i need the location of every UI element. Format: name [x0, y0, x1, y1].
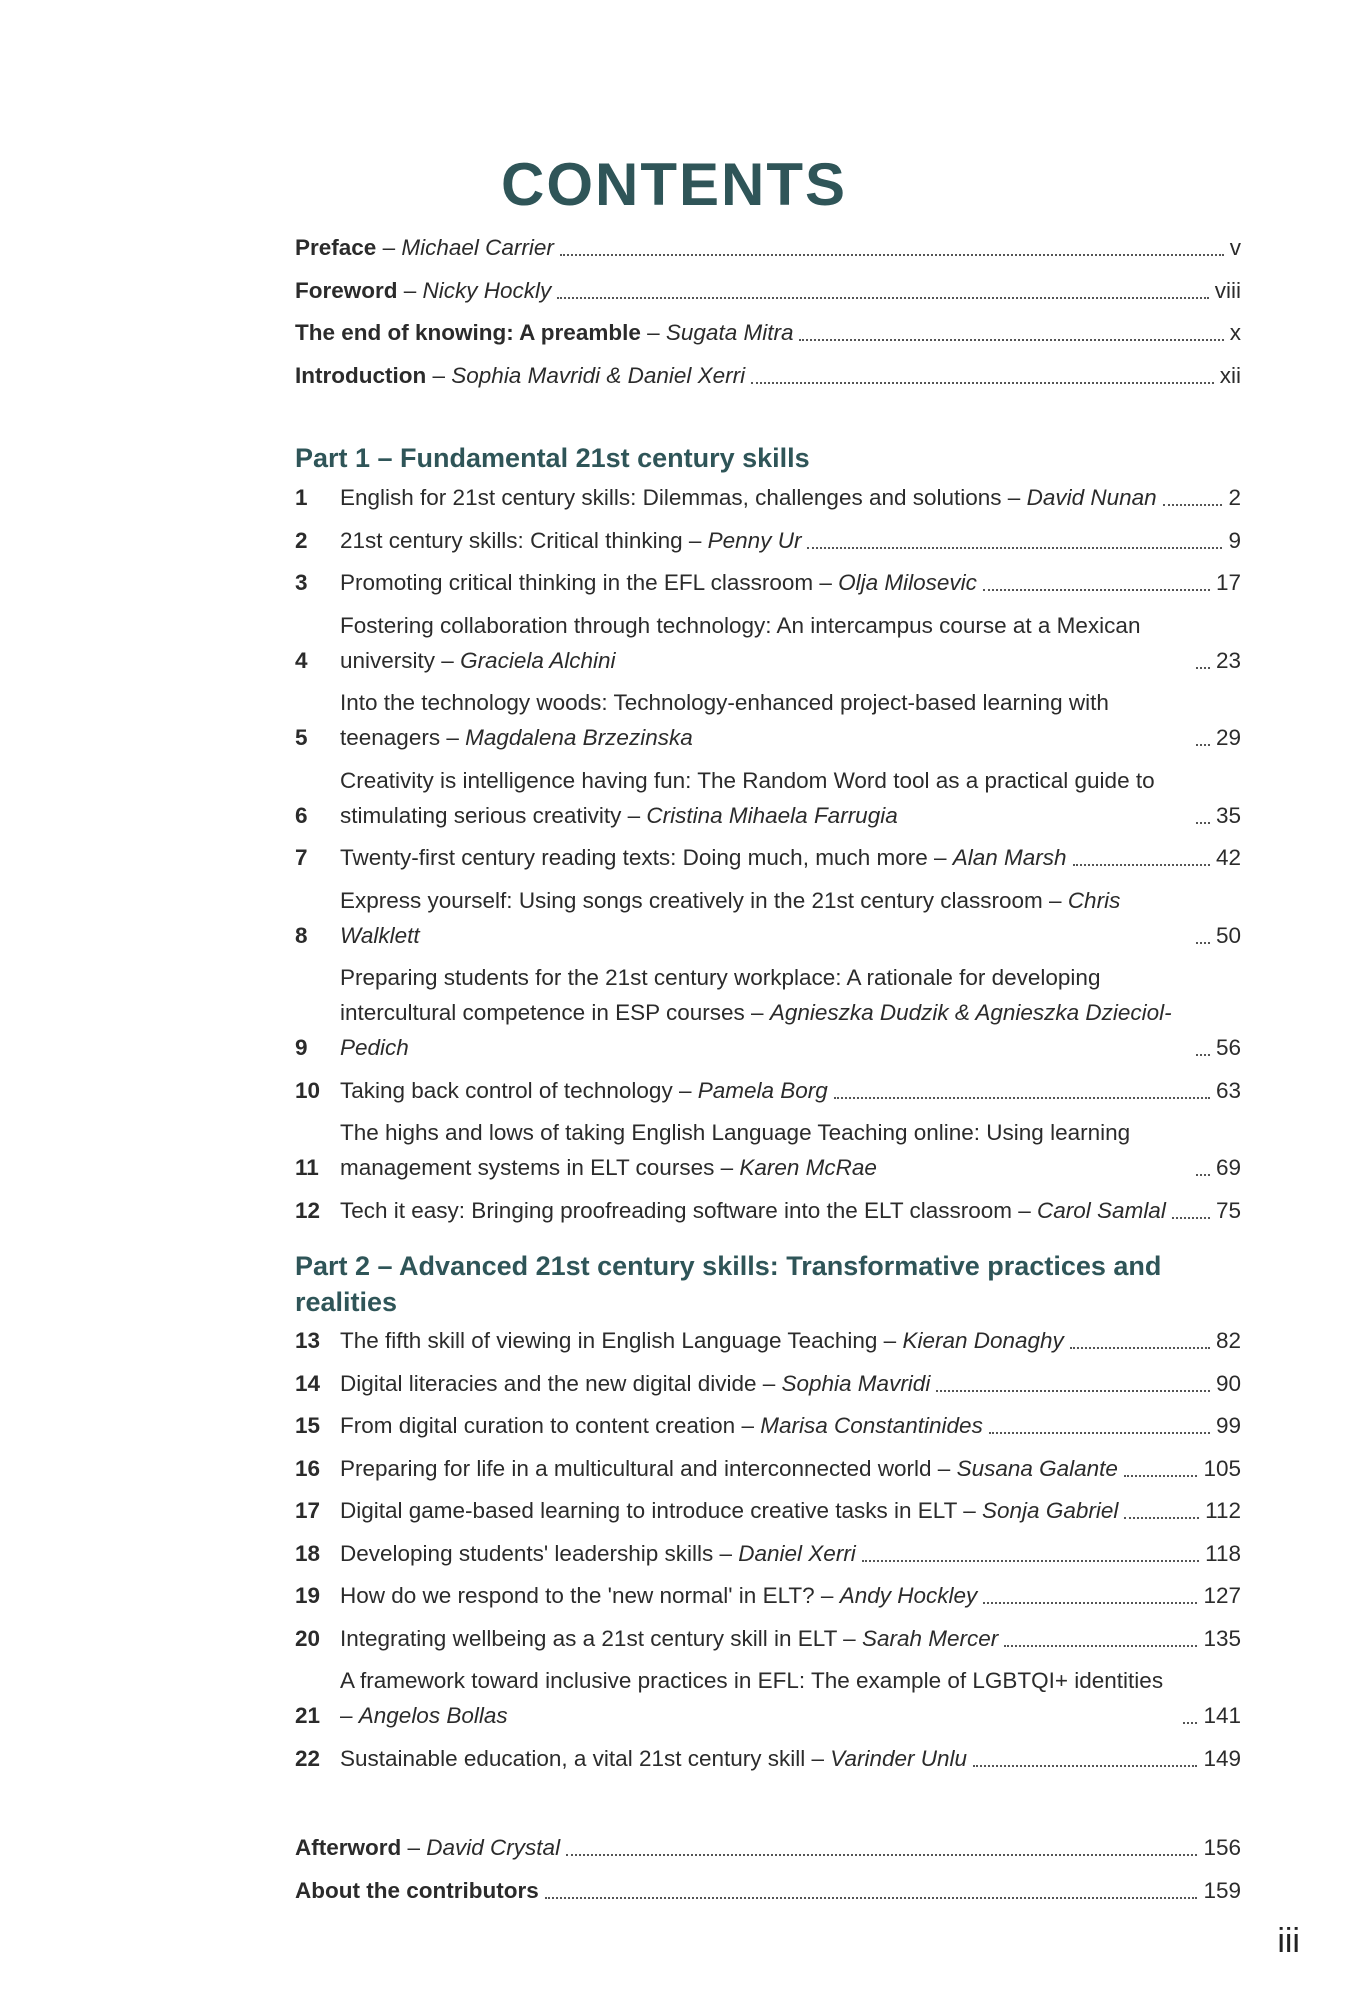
- chapter-title: Taking back control of technology –: [340, 1077, 698, 1103]
- chapter-author: Daniel Xerri: [738, 1540, 856, 1566]
- dot-leader: [1196, 942, 1210, 944]
- chapter-entry-text: [340, 685, 1190, 755]
- chapter-title: Promoting critical thinking in the EFL classroom –: [340, 570, 839, 595]
- chapter-number: 1: [295, 485, 308, 510]
- chapter-entry-body: [340, 960, 1241, 1065]
- chapter-entry-body: [340, 1493, 1241, 1528]
- chapter-entry: [295, 1366, 1241, 1401]
- toc-entry-sep: –: [640, 320, 666, 345]
- dot-leader: [1163, 504, 1223, 506]
- chapter-page: 69: [1215, 1155, 1241, 1180]
- chapter-number: 8: [295, 922, 308, 948]
- chapter-title: Tech it easy: Bringing proofreading software into the ELT classroom –: [340, 1197, 1038, 1223]
- dot-leader: [799, 339, 1223, 341]
- chapter-page: 63: [1215, 1077, 1241, 1103]
- chapter-entry: [295, 883, 1241, 953]
- toc-entry: [295, 358, 1241, 393]
- chapter-title: English for 21st century skills: Dilemmas, challenges and solutions –: [340, 485, 1027, 510]
- chapter-entry-text: [340, 840, 1067, 875]
- part2-heading: Part 2 – Advanced 21st century skills: Transformative practices and realities: [295, 1251, 1162, 1317]
- chapter-title: The fifth skill of viewing in English Language Teaching –: [340, 1328, 903, 1353]
- toc-entry-text: [295, 230, 554, 265]
- toc-entry-page: v: [1229, 235, 1241, 260]
- chapter-number: 12: [295, 1197, 321, 1223]
- toc-entry-page: 159: [1203, 1877, 1241, 1903]
- dot-leader: [1124, 1475, 1198, 1477]
- chapter-entry-body: [340, 1366, 1241, 1401]
- dot-leader: [1196, 1174, 1210, 1176]
- dot-leader: [1070, 1347, 1210, 1349]
- chapter-title: Into the technology woods: Technology-enhanced project-based learning with teenagers –: [340, 690, 1109, 750]
- toc-entry: [295, 1830, 1241, 1865]
- chapter-entry: [295, 960, 1241, 1065]
- chapter-page: 112: [1205, 1498, 1241, 1523]
- chapter-entry-body: [340, 1578, 1241, 1613]
- chapter-title: Sustainable education, a vital 21st century skill –: [340, 1745, 831, 1771]
- chapter-entry-body: [340, 685, 1241, 755]
- chapter-title: The highs and lows of taking English Language Teaching online: Using learning management systems in ELT courses –: [340, 1120, 1131, 1180]
- chapter-page: 90: [1215, 1370, 1241, 1396]
- toc-entry-author: Sugata Mitra: [665, 320, 794, 345]
- chapter-author: Olja Milosevic: [838, 570, 977, 595]
- chapter-entry: [295, 1073, 1241, 1108]
- chapter-entry: [295, 1193, 1241, 1228]
- toc-entry: [295, 230, 1241, 265]
- toc-entry-author: Nicky Hockly: [422, 277, 552, 303]
- toc-entry-author: Sophia Mavridi & Daniel Xerri: [451, 362, 746, 388]
- chapter-entry-body: [340, 1115, 1241, 1185]
- chapter-entry-text: [340, 1578, 977, 1613]
- dot-leader: [983, 1602, 1197, 1604]
- chapter-entry: [295, 1493, 1241, 1528]
- toc-entry-label: Introduction: [295, 362, 427, 388]
- part2-chapter-list: [295, 1323, 1241, 1783]
- chapter-number: 18: [295, 1540, 321, 1566]
- chapter-author: Varinder Unlu: [830, 1745, 968, 1771]
- dot-leader: [1196, 667, 1210, 669]
- chapter-entry: [295, 1536, 1241, 1571]
- chapter-entry-text: [340, 480, 1157, 515]
- toc-entry-label: Afterword: [295, 1835, 402, 1860]
- chapter-entry: [295, 840, 1241, 875]
- chapter-page: 99: [1215, 1413, 1241, 1438]
- chapter-page: 23: [1215, 647, 1241, 673]
- chapter-number: 5: [295, 725, 308, 750]
- chapter-entry-body: [340, 840, 1241, 875]
- chapter-entry: [295, 1741, 1241, 1776]
- toc-entry-page: xii: [1219, 362, 1241, 388]
- chapter-author: Graciela Alchini: [460, 647, 616, 673]
- chapter-author: Sarah Mercer: [861, 1625, 999, 1651]
- chapter-title: How do we respond to the 'new normal' in ELT? –: [340, 1583, 840, 1608]
- dot-leader: [973, 1765, 1197, 1767]
- chapter-entry-body: [340, 523, 1241, 558]
- chapter-title: 21st century skills: Critical thinking –: [340, 527, 708, 553]
- dot-leader: [566, 1854, 1197, 1856]
- chapter-entry-body: [340, 1621, 1241, 1656]
- chapter-entry-body: [340, 480, 1241, 515]
- chapter-entry: [295, 1408, 1241, 1443]
- chapter-page: 56: [1215, 1035, 1241, 1060]
- dot-leader: [834, 1097, 1210, 1099]
- chapter-entry-text: [340, 523, 801, 558]
- toc-entry-page: 156: [1203, 1835, 1241, 1860]
- chapter-entry: [295, 1323, 1241, 1358]
- chapter-page: 29: [1215, 725, 1241, 750]
- chapter-entry-text: [340, 1741, 967, 1776]
- chapter-author: Susana Galante: [956, 1455, 1118, 1481]
- chapter-page: 82: [1215, 1328, 1241, 1353]
- chapter-page: 135: [1203, 1625, 1241, 1651]
- chapter-page: 2: [1228, 485, 1241, 510]
- chapter-number: 21: [295, 1703, 321, 1728]
- chapter-page: 9: [1228, 527, 1241, 553]
- chapter-entry-text: [340, 1663, 1177, 1733]
- toc-entry-label: Preface: [295, 235, 377, 260]
- toc-entry-author: Michael Carrier: [401, 235, 554, 260]
- chapter-number: 6: [295, 802, 308, 828]
- chapter-entry-body: [340, 565, 1241, 600]
- dot-leader: [545, 1897, 1198, 1899]
- chapter-entry-text: [340, 1323, 1064, 1358]
- chapter-title: Express yourself: Using songs creatively in the 21st century classroom –: [340, 887, 1068, 913]
- chapter-page: 75: [1215, 1197, 1241, 1223]
- chapter-entry: [295, 608, 1241, 678]
- toc-entry: [295, 315, 1241, 350]
- chapter-entry-text: [340, 1621, 998, 1656]
- chapter-title: Integrating wellbeing as a 21st century skill in ELT –: [340, 1625, 862, 1651]
- chapter-entry-text: [340, 1073, 828, 1108]
- chapter-entry-body: [340, 1663, 1241, 1733]
- chapter-number: 4: [295, 647, 308, 673]
- part1-heading: Part 1 – Fundamental 21st century skills: [295, 443, 810, 473]
- chapter-number: 7: [295, 845, 308, 870]
- chapter-entry-body: [340, 763, 1241, 833]
- chapter-entry-text: [340, 1366, 930, 1401]
- dot-leader: [807, 547, 1222, 549]
- chapter-page: 127: [1203, 1583, 1241, 1608]
- chapter-entry: [295, 685, 1241, 755]
- chapter-entry: [295, 480, 1241, 515]
- chapter-author: Chris Walklett: [340, 887, 1121, 948]
- front-matter-list: [295, 230, 1241, 400]
- chapter-entry: [295, 763, 1241, 833]
- toc-entry-label: About the contributors: [295, 1877, 539, 1903]
- dot-leader: [1172, 1217, 1210, 1219]
- dot-leader: [1196, 744, 1210, 746]
- chapter-entry: [295, 1621, 1241, 1656]
- chapter-number: 17: [295, 1498, 321, 1523]
- chapter-entry-text: [340, 1451, 1118, 1486]
- toc-entry-label: The end of knowing: A preamble: [295, 320, 641, 345]
- chapter-entry-body: [340, 1408, 1241, 1443]
- chapter-number: 14: [295, 1370, 321, 1396]
- chapter-author: Kieran Donaghy: [902, 1328, 1064, 1353]
- toc-entry-text: [295, 273, 551, 308]
- toc-entry-sep: –: [397, 277, 423, 303]
- chapter-title: Twenty-first century reading texts: Doing much, much more –: [340, 845, 953, 870]
- dot-leader: [560, 254, 1224, 256]
- dot-leader: [1004, 1645, 1197, 1647]
- chapter-author: Magdalena Brzezinska: [465, 725, 693, 750]
- chapter-entry-text: [340, 960, 1190, 1065]
- chapter-entry-text: [340, 1115, 1190, 1185]
- chapter-title: Creativity is intelligence having fun: The Random Word tool as a practical guide to stimulating serious creativity –: [340, 767, 1155, 828]
- chapter-author: Carol Samlal: [1037, 1197, 1166, 1223]
- chapter-author: Sophia Mavridi: [781, 1370, 931, 1396]
- chapter-entry-body: [340, 608, 1241, 678]
- toc-entry-text: [295, 1873, 539, 1908]
- chapter-page: 42: [1215, 845, 1241, 870]
- toc-entry-page: viii: [1214, 277, 1241, 303]
- toc-entry-text: [295, 1830, 560, 1865]
- toc-entry-body: [295, 358, 1241, 393]
- chapter-number: 2: [295, 527, 308, 553]
- toc-entry-sep: –: [426, 362, 452, 388]
- chapter-page: 149: [1203, 1745, 1241, 1771]
- chapter-author: Alan Marsh: [952, 845, 1067, 870]
- chapter-entry-text: [340, 565, 977, 600]
- dot-leader: [1196, 822, 1210, 824]
- chapter-entry-body: [340, 1193, 1241, 1228]
- toc-entry: [295, 273, 1241, 308]
- dot-leader: [1196, 1054, 1210, 1056]
- chapter-number: 3: [295, 570, 308, 595]
- toc-entry-text: [295, 315, 793, 350]
- chapter-title: Fostering collaboration through technology: An intercampus course at a Mexican university –: [340, 612, 1141, 673]
- chapter-author: Marisa Constantinides: [760, 1413, 983, 1438]
- chapter-entry: [295, 1451, 1241, 1486]
- chapter-page: 50: [1215, 922, 1241, 948]
- chapter-title: From digital curation to content creation –: [340, 1413, 761, 1438]
- chapter-title: Developing students' leadership skills –: [340, 1540, 739, 1566]
- chapter-entry-text: [340, 1493, 1118, 1528]
- chapter-entry-text: [340, 763, 1190, 833]
- chapter-number: 16: [295, 1455, 321, 1481]
- chapter-entry: [295, 1578, 1241, 1613]
- dot-leader: [989, 1432, 1210, 1434]
- chapter-title: A framework toward inclusive practices in EFL: The example of LGBTQI+ identities –: [340, 1668, 1164, 1728]
- page-number: iii: [1277, 1922, 1300, 1960]
- chapter-author: Penny Ur: [707, 527, 802, 553]
- dot-leader: [936, 1390, 1210, 1392]
- toc-entry-body: [295, 315, 1241, 350]
- chapter-entry-body: [340, 1741, 1241, 1776]
- chapter-number: 11: [295, 1155, 319, 1180]
- toc-entry-author: David Crystal: [426, 1835, 561, 1860]
- chapter-author: Pamela Borg: [697, 1077, 828, 1103]
- chapter-entry-text: [340, 1408, 983, 1443]
- chapter-author: David Nunan: [1026, 485, 1157, 510]
- chapter-page: 17: [1215, 570, 1241, 595]
- dot-leader: [1073, 864, 1210, 866]
- chapter-author: Andy Hockley: [839, 1583, 978, 1608]
- dot-leader: [557, 297, 1208, 299]
- chapter-entry-body: [340, 1323, 1241, 1358]
- chapter-entry: [295, 523, 1241, 558]
- toc-entry-text: [295, 358, 745, 393]
- chapter-title: Preparing for life in a multicultural and interconnected world –: [340, 1455, 957, 1481]
- chapter-author: Agnieszka Dudzik & Agnieszka Dzieciol-Pedich: [340, 1000, 1172, 1060]
- chapter-author: Karen McRae: [739, 1155, 877, 1180]
- toc-entry-sep: –: [401, 1835, 427, 1860]
- chapter-entry-text: [340, 883, 1190, 953]
- part1-chapter-list: [295, 480, 1241, 1235]
- page-title: CONTENTS: [501, 151, 847, 218]
- chapter-entry-body: [340, 883, 1241, 953]
- dot-leader: [751, 382, 1214, 384]
- chapter-number: 22: [295, 1745, 321, 1771]
- chapter-page: 35: [1215, 802, 1241, 828]
- chapter-entry-body: [340, 1073, 1241, 1108]
- chapter-entry: [295, 1663, 1241, 1733]
- dot-leader: [862, 1560, 1199, 1562]
- toc-entry-body: [295, 273, 1241, 308]
- chapter-entry-text: [340, 1193, 1166, 1228]
- chapter-number: 13: [295, 1328, 321, 1353]
- back-matter-list: [295, 1830, 1241, 1915]
- dot-leader: [1124, 1517, 1199, 1519]
- chapter-title: Preparing students for the 21st century workplace: A rationale for developing intercultural competence in ESP courses –: [340, 965, 1101, 1025]
- toc-entry-page: x: [1229, 320, 1241, 345]
- chapter-author: Sonja Gabriel: [982, 1498, 1119, 1523]
- chapter-entry-body: [340, 1536, 1241, 1571]
- toc-entry-body: [295, 1830, 1241, 1865]
- toc-entry-label: Foreword: [295, 277, 398, 303]
- chapter-number: 20: [295, 1625, 321, 1651]
- chapter-entry-body: [340, 1451, 1241, 1486]
- chapter-entry-text: [340, 1536, 856, 1571]
- chapter-entry-text: [340, 608, 1190, 678]
- chapter-title: Digital literacies and the new digital divide –: [340, 1370, 782, 1396]
- chapter-title: Digital game-based learning to introduce creative tasks in ELT –: [340, 1498, 983, 1523]
- toc-entry-body: [295, 230, 1241, 265]
- chapter-number: 9: [295, 1035, 308, 1060]
- chapter-number: 15: [295, 1413, 321, 1438]
- dot-leader: [1183, 1722, 1197, 1724]
- chapter-number: 10: [295, 1077, 321, 1103]
- chapter-entry: [295, 1115, 1241, 1185]
- toc-entry-sep: –: [376, 235, 402, 260]
- chapter-author: Cristina Mihaela Farrugia: [646, 802, 898, 828]
- toc-entry: [295, 1873, 1241, 1908]
- chapter-page: 118: [1205, 1540, 1241, 1566]
- chapter-page: 141: [1203, 1703, 1241, 1728]
- chapter-entry: [295, 565, 1241, 600]
- chapter-page: 105: [1203, 1455, 1241, 1481]
- chapter-author: Angelos Bollas: [358, 1703, 508, 1728]
- toc-entry-body: [295, 1873, 1241, 1908]
- dot-leader: [983, 589, 1210, 591]
- chapter-number: 19: [295, 1583, 321, 1608]
